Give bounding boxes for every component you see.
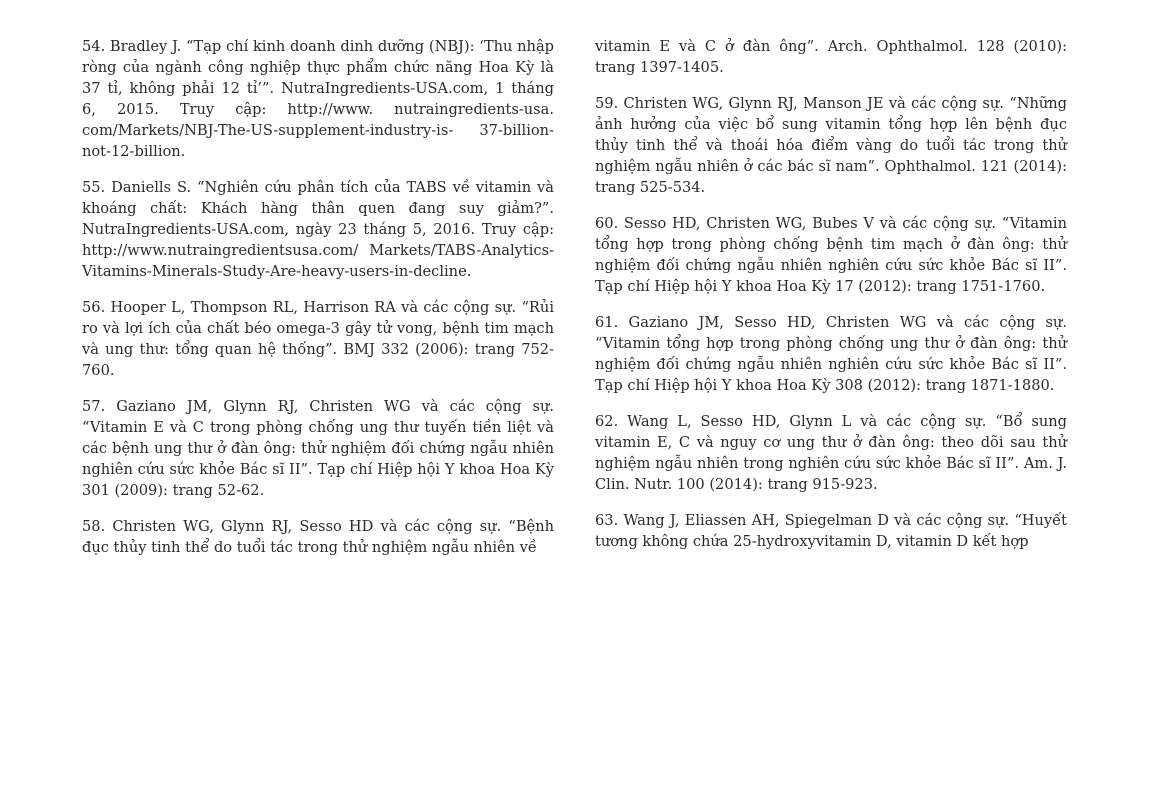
reference-56: 56. Hooper L, Thompson RL, Harrison RA và các cộng sự. “Rủi ro và lợi ích của chất béo omega-3 gây tử vong, bệnh tim mạch và ung thư: tổng quan hệ thống”. BMJ 332 (2006): trang 752-760. [82, 299, 554, 379]
left-column [82, 36, 554, 573]
reference-63: 63. Wang J, Eliassen AH, Spiegelman D và các cộng sự. “Huyết tương không chứa 25-hydroxyvitamin D, vitamin D kết hợp [595, 512, 1067, 550]
reference-59: 59. Christen WG, Glynn RJ, Manson JE và các cộng sự. “Những ảnh hưởng của việc bổ sung vitamin tổng hợp lên bệnh đục thủy tinh thể và thoái hóa điểm vàng do tuổi tác trong thử nghiệm ngẫu nhiên ở các bác sĩ nam”. Ophthalmol. 121 (2014): trang 525-534. [595, 95, 1067, 196]
right-column [595, 36, 1067, 567]
reference-55: 55. Daniells S. “Nghiên cứu phân tích của TABS về vitamin và khoáng chất: Khách hàng thân quen đang suy giảm?”. NutraIngredients-USA.com, ngày 23 tháng 5, 2016. Truy cập: http://www.nutraingredientsusa.com/ Markets/TABS-Analytics-Vitamins-Minerals-Study-Are-heavy-users-in-decline. [82, 179, 554, 280]
reference-57: 57. Gaziano JM, Glynn RJ, Christen WG và các cộng sự. “Vitamin E và C trong phòng chống ung thư tuyến tiền liệt và các bệnh ung thư ở đàn ông: thử nghiệm đối chứng ngẫu nhiên nghiên cứu sức khỏe Bác sĩ II”. Tạp chí Hiệp hội Y khoa Hoa Kỳ 301 (2009): trang 52-62. [82, 398, 554, 499]
reference-61: 61. Gaziano JM, Sesso HD, Christen WG và các cộng sự. “Vitamin tổng hợp trong phòng chống ung thư ở đàn ông: thử nghiệm đối chứng ngẫu nhiên nghiên cứu sức khỏe Bác sĩ II”. Tạp chí Hiệp hội Y khoa Hoa Kỳ 308 (2012): trang 1871-1880. [595, 314, 1067, 394]
reference-54: 54. Bradley J. “Tạp chí kinh doanh dinh dưỡng (NBJ): ‘Thu nhập ròng của ngành công nghiệp thực phẩm chức năng Hoa Kỳ là 37 tỉ, không phải 12 tỉ’”. NutraIngredients-USA.com, 1 tháng 6, 2015. Truy cập: http://www. nutraingredients-usa. com/Markets/NBJ-The-US-supplement-industry-is- 37-billion-not-12-billion. [82, 38, 554, 160]
reference-58-continued: vitamin E và C ở đàn ông”. Arch. Ophthalmol. 128 (2010): trang 1397-1405. [595, 38, 1067, 76]
reference-58: 58. Christen WG, Glynn RJ, Sesso HD và các cộng sự. “Bệnh đục thủy tinh thể do tuổi tác trong thử nghiệm ngẫu nhiên về [82, 518, 554, 556]
reference-62: 62. Wang L, Sesso HD, Glynn L và các cộng sự. “Bổ sung vitamin E, C và nguy cơ ung thư ở đàn ông: theo dõi sau thử nghiệm ngẫu nhiên trong nghiên cứu sức khỏe Bác sĩ II”. Am. J. Clin. Nutr. 100 (2014): trang 915-923. [595, 413, 1067, 493]
reference-60: 60. Sesso HD, Christen WG, Bubes V và các cộng sự. “Vitamin tổng hợp trong phòng chống bệnh tim mạch ở đàn ông: thử nghiệm đối chứng ngẫu nhiên nghiên cứu sức khỏe Bác sĩ II”. Tạp chí Hiệp hội Y khoa Hoa Kỳ 17 (2012): trang 1751-1760. [595, 215, 1067, 295]
